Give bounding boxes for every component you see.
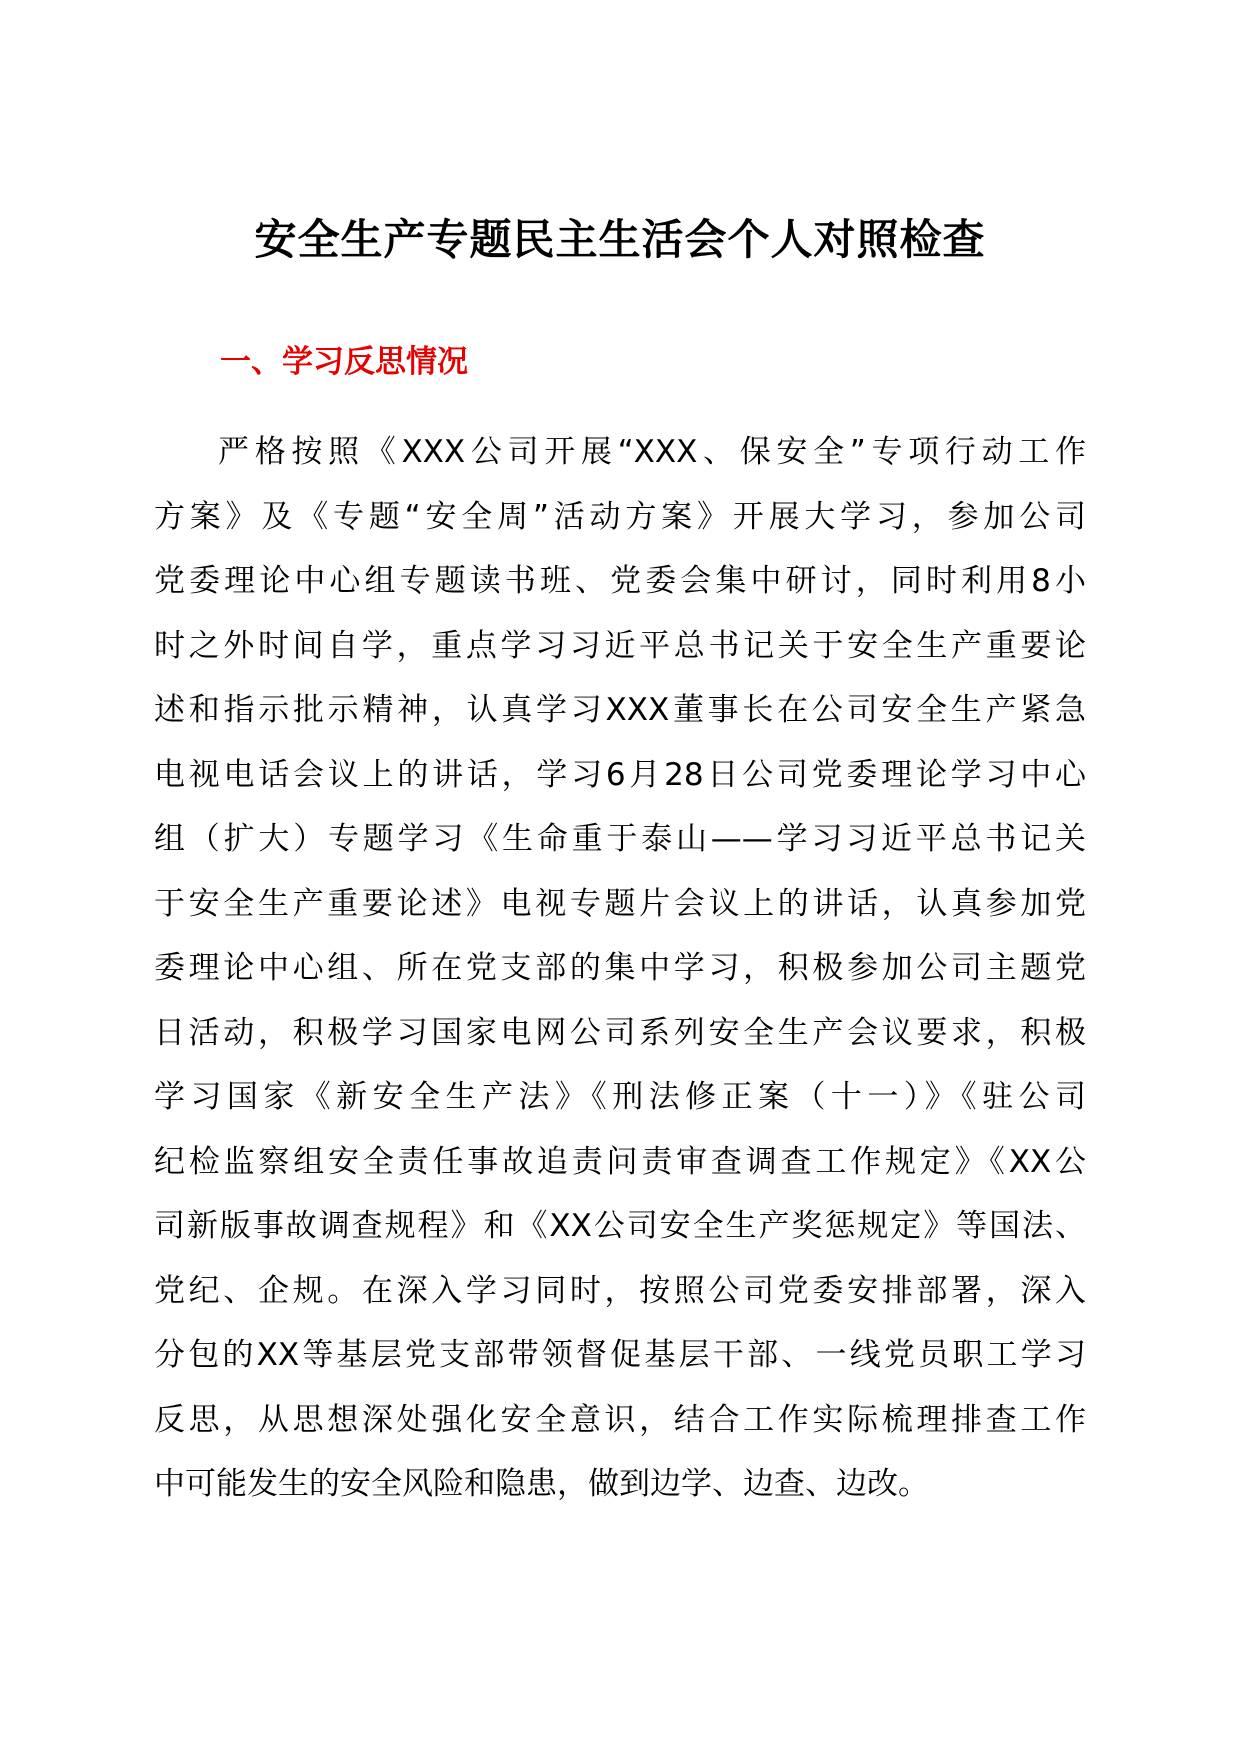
paragraph-line: 纪检监察组安全责任事故追责问责审查调查工作规定》《XX公 [154, 1143, 1086, 1180]
paragraph-line: 时之外时间自学，重点学习习近平总书记关于安全生产重要论 [154, 627, 1086, 664]
body-paragraph [154, 420, 1086, 1517]
paragraph-line: 组（扩大）专题学习《生命重于泰山——学习习近平总书记关 [154, 821, 1086, 857]
paragraph-line: 方案》及《专题“安全周”活动方案》开展大学习，参加公司 [154, 498, 1086, 535]
section-heading: 一、学习反思情况 [220, 344, 468, 380]
paragraph-line: 日活动，积极学习国家电网公司系列安全生产会议要求，积极 [154, 1014, 1086, 1051]
paragraph-line: 严格按照《XXX公司开展“XXX、保安全”专项行动工作 [218, 434, 1086, 470]
paragraph-line: 于安全生产重要论述》电视专题片会议上的讲话，认真参加党 [154, 885, 1086, 922]
paragraph-line: 电视电话会议上的讲话，学习6月28日公司党委理论学习中心 [154, 756, 1086, 793]
document-title: 安全生产专题民主生活会个人对照检查 [254, 215, 986, 264]
paragraph-line: 委理论中心组、所在党支部的集中学习，积极参加公司主题党 [154, 950, 1086, 986]
paragraph-line: 司新版事故调查规程》和《XX公司安全生产奖惩规定》等国法、 [154, 1208, 1086, 1244]
paragraph-line: 中可能发生的安全风险和隐患，做到边学、边查、边改。 [154, 1466, 929, 1502]
paragraph-line: 党委理论中心组专题读书班、党委会集中研讨，同时利用8小 [154, 563, 1086, 599]
paragraph-line: 学习国家《新安全生产法》《刑法修正案（十一）》《驻公司 [154, 1079, 1086, 1115]
paragraph-line: 反思，从思想深处强化安全意识，结合工作实际梳理排查工作 [154, 1401, 1086, 1438]
paragraph-line: 述和指示批示精神，认真学习XXX董事长在公司安全生产紧急 [154, 692, 1086, 728]
paragraph-line: 分包的XX等基层党支部带领督促基层干部、一线党员职工学习 [154, 1337, 1086, 1373]
paragraph-line: 党纪、企规。在深入学习同时，按照公司党委安排部署，深入 [154, 1272, 1086, 1309]
